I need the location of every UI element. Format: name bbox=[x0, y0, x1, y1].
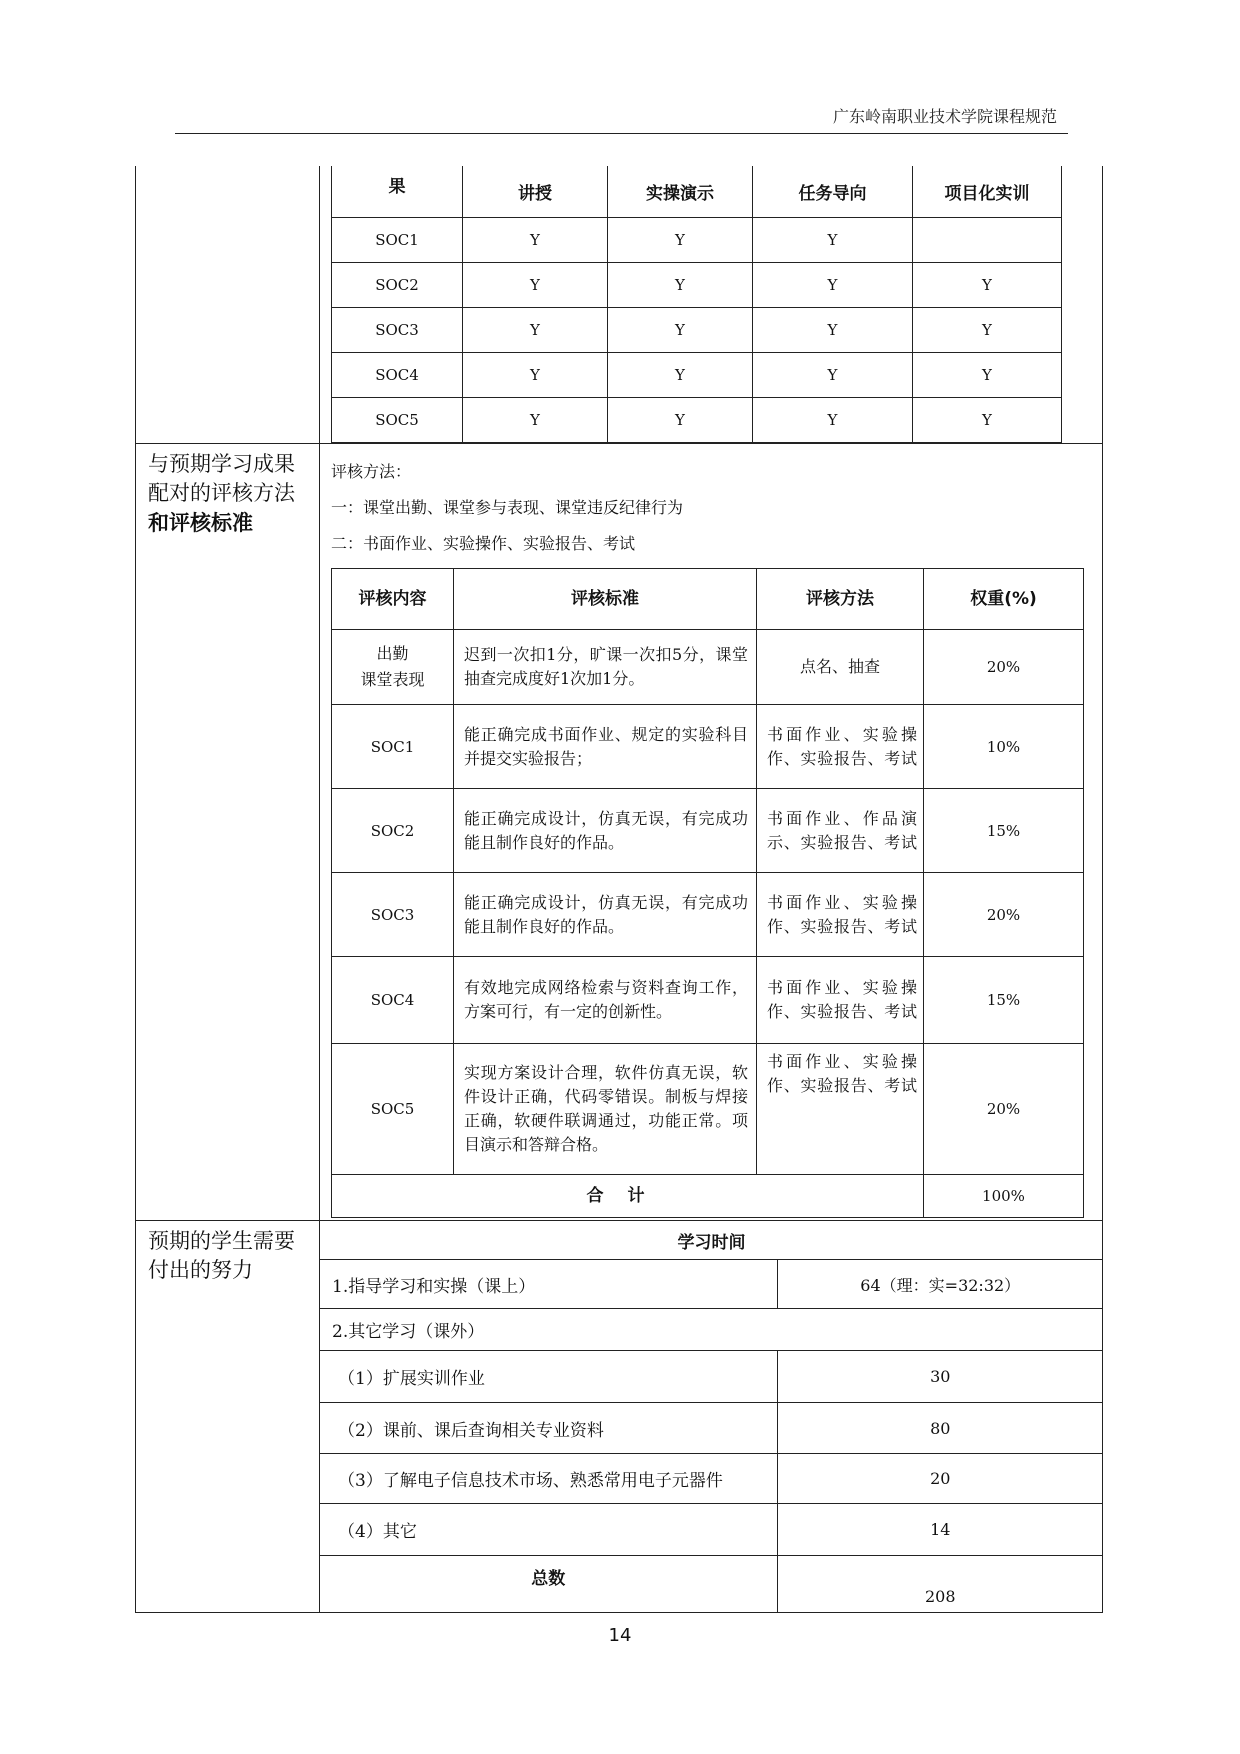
table-cell: Y bbox=[753, 263, 913, 308]
page-number: 14 bbox=[608, 1625, 632, 1646]
study-item-label: （3）了解电子信息技术市场、熟悉常用电子元器件 bbox=[320, 1454, 777, 1504]
assessment-method-cell: 书面作业、作品演示、实验报告、考试 bbox=[757, 789, 924, 873]
assessment-item: 一：课堂出勤、课堂参与表现、课堂违反纪律行为 bbox=[331, 498, 684, 517]
table-cell: Y bbox=[608, 353, 753, 398]
assessment-weight-cell: 20% bbox=[924, 630, 1084, 705]
assessment-method-cell: 书面作业、实验操作、实验报告、考试 bbox=[757, 957, 924, 1044]
table-cell: Y bbox=[463, 398, 608, 443]
assessment-content-cell: SOC3 bbox=[332, 873, 454, 957]
assessment-label-line: 和评核标准 bbox=[148, 510, 253, 535]
table-cell: SOC1 bbox=[332, 218, 463, 263]
effort-label-line: 预期的学生需要 bbox=[148, 1229, 295, 1253]
mapping-header-cell: 果 bbox=[332, 166, 463, 218]
table-cell: SOC4 bbox=[332, 353, 463, 398]
table-row bbox=[332, 353, 1062, 398]
assessment-content-cell: 出勤 课堂表现 bbox=[332, 630, 454, 705]
study-item-value: 80 bbox=[777, 1403, 1103, 1454]
table-cell: Y bbox=[463, 263, 608, 308]
assessment-total-value: 100% bbox=[924, 1175, 1084, 1218]
table-row bbox=[332, 1044, 1084, 1175]
other-study-label: 2.其它学习（课外） bbox=[320, 1309, 1103, 1351]
study-time-table bbox=[320, 1221, 1103, 1612]
course-spec-table bbox=[135, 166, 1103, 1613]
header-divider bbox=[175, 133, 1068, 134]
table-cell: Y bbox=[913, 398, 1062, 443]
study-total-row bbox=[320, 1556, 1103, 1613]
guided-study-label: 1.指导学习和实操（课上） bbox=[320, 1260, 777, 1309]
assessment-weight-cell: 15% bbox=[924, 789, 1084, 873]
table-cell: Y bbox=[913, 263, 1062, 308]
assessment-label-line: 配对的评核方法 bbox=[148, 481, 295, 505]
assessment-content-cell: SOC5 bbox=[332, 1044, 454, 1175]
assessment-content-cell: SOC4 bbox=[332, 957, 454, 1044]
mapping-header-cell: 任务导向 bbox=[753, 166, 913, 218]
assessment-weight-cell: 15% bbox=[924, 957, 1084, 1044]
table-cell: Y bbox=[753, 353, 913, 398]
mapping-right-cell bbox=[320, 166, 1103, 444]
table-row bbox=[332, 705, 1084, 789]
table-cell: Y bbox=[753, 398, 913, 443]
guided-study-value: 64（理：实=32:32） bbox=[777, 1260, 1103, 1309]
effort-label bbox=[136, 1221, 320, 1613]
assessment-standard-cell: 能正确完成书面作业、规定的实验科目并提交实验报告； bbox=[454, 705, 757, 789]
assessment-standard-cell: 能正确完成设计，仿真无误，有完成功能且制作良好的作品。 bbox=[454, 873, 757, 957]
table-row bbox=[332, 957, 1084, 1044]
table-row bbox=[320, 1351, 1103, 1403]
assessment-method-cell: 点名、抽查 bbox=[757, 630, 924, 705]
assessment-header-cell: 权重(%) bbox=[924, 569, 1084, 630]
table-row bbox=[332, 789, 1084, 873]
assessment-label bbox=[136, 444, 320, 1221]
study-time-title: 学习时间 bbox=[320, 1221, 1103, 1260]
study-item-label: （2）课前、课后查询相关专业资料 bbox=[320, 1403, 777, 1454]
table-cell: Y bbox=[608, 218, 753, 263]
table-row bbox=[320, 1403, 1103, 1454]
table-cell: Y bbox=[463, 218, 608, 263]
study-item-label: （4）其它 bbox=[320, 1504, 777, 1556]
assessment-standard-cell: 迟到一次扣1分，旷课一次扣5分，课堂抽查完成度好1次加1分。 bbox=[454, 630, 757, 705]
header-title: 广东岭南职业技术学院课程规范 bbox=[832, 107, 1057, 126]
assessment-standard-cell: 有效地完成网络检索与资料查询工作，方案可行，有一定的创新性。 bbox=[454, 957, 757, 1044]
table-cell: Y bbox=[608, 398, 753, 443]
table-cell: SOC5 bbox=[332, 398, 463, 443]
table-cell: Y bbox=[913, 308, 1062, 353]
assessment-standard-cell: 实现方案设计合理，软件仿真无误，软件设计正确，代码零错误。制板与焊接正确，软硬件联调通过，功能正常。项目演示和答辩合格。 bbox=[454, 1044, 757, 1175]
assessment-label-line: 与预期学习成果 bbox=[148, 452, 295, 476]
table-cell: SOC3 bbox=[332, 308, 463, 353]
assessment-intro: 评核方法： bbox=[331, 462, 412, 481]
table-row bbox=[332, 873, 1084, 957]
table-cell: Y bbox=[608, 308, 753, 353]
table-row bbox=[320, 1454, 1103, 1504]
table-row bbox=[320, 1309, 1103, 1351]
table-row bbox=[332, 308, 1062, 353]
assessment-method-cell: 书面作业、实验操作、实验报告、考试 bbox=[757, 1044, 924, 1175]
assessment-table bbox=[331, 568, 1084, 1218]
assessment-content-cell: SOC1 bbox=[332, 705, 454, 789]
table-row bbox=[332, 263, 1062, 308]
assessment-standard-cell: 能正确完成设计，仿真无误，有完成功能且制作良好的作品。 bbox=[454, 789, 757, 873]
study-item-value: 30 bbox=[777, 1351, 1103, 1403]
assessment-weight-cell: 20% bbox=[924, 873, 1084, 957]
assessment-total-label: 合计 bbox=[332, 1175, 924, 1218]
table-cell: Y bbox=[463, 353, 608, 398]
assessment-content bbox=[320, 444, 1103, 1221]
assessment-header-cell: 评核方法 bbox=[757, 569, 924, 630]
assessment-content-cell: SOC2 bbox=[332, 789, 454, 873]
table-cell: Y bbox=[608, 263, 753, 308]
assessment-header-row bbox=[332, 569, 1084, 630]
table-row bbox=[320, 1260, 1103, 1309]
effort-content bbox=[320, 1221, 1103, 1613]
table-cell: Y bbox=[753, 218, 913, 263]
assessment-method-cell: 书面作业、实验操作、实验报告、考试 bbox=[757, 873, 924, 957]
mapping-row bbox=[136, 166, 1103, 444]
effort-label-line: 付出的努力 bbox=[148, 1258, 253, 1282]
assessment-weight-cell: 10% bbox=[924, 705, 1084, 789]
table-row bbox=[332, 218, 1062, 263]
effort-row bbox=[136, 1221, 1103, 1613]
mapping-header-cell: 项目化实训 bbox=[913, 166, 1062, 218]
table-row bbox=[320, 1504, 1103, 1556]
study-item-value: 20 bbox=[777, 1454, 1103, 1504]
table-cell: Y bbox=[753, 308, 913, 353]
mapping-left-cell bbox=[136, 166, 320, 444]
study-total-value: 208 bbox=[777, 1556, 1103, 1613]
study-total-label: 总数 bbox=[320, 1556, 777, 1613]
assessment-header-cell: 评核内容 bbox=[332, 569, 454, 630]
table-cell: Y bbox=[463, 308, 608, 353]
table-row bbox=[332, 630, 1084, 705]
assessment-total-row bbox=[332, 1175, 1084, 1218]
mapping-table bbox=[331, 166, 1062, 443]
assessment-header-cell: 评核标准 bbox=[454, 569, 757, 630]
assessment-row bbox=[136, 444, 1103, 1221]
assessment-weight-cell: 20% bbox=[924, 1044, 1084, 1175]
table-cell: Y bbox=[913, 353, 1062, 398]
assessment-method-cell: 书面作业、实验操作、实验报告、考试 bbox=[757, 705, 924, 789]
table-cell bbox=[913, 218, 1062, 263]
assessment-item: 二：书面作业、实验操作、实验报告、考试 bbox=[331, 534, 636, 553]
mapping-header-row bbox=[332, 166, 1062, 218]
table-row bbox=[332, 398, 1062, 443]
study-item-value: 14 bbox=[777, 1504, 1103, 1556]
study-item-label: （1）扩展实训作业 bbox=[320, 1351, 777, 1403]
study-time-title-row bbox=[320, 1221, 1103, 1260]
mapping-header-cell: 讲授 bbox=[463, 166, 608, 218]
table-cell: SOC2 bbox=[332, 263, 463, 308]
mapping-header-cell: 实操演示 bbox=[608, 166, 753, 218]
